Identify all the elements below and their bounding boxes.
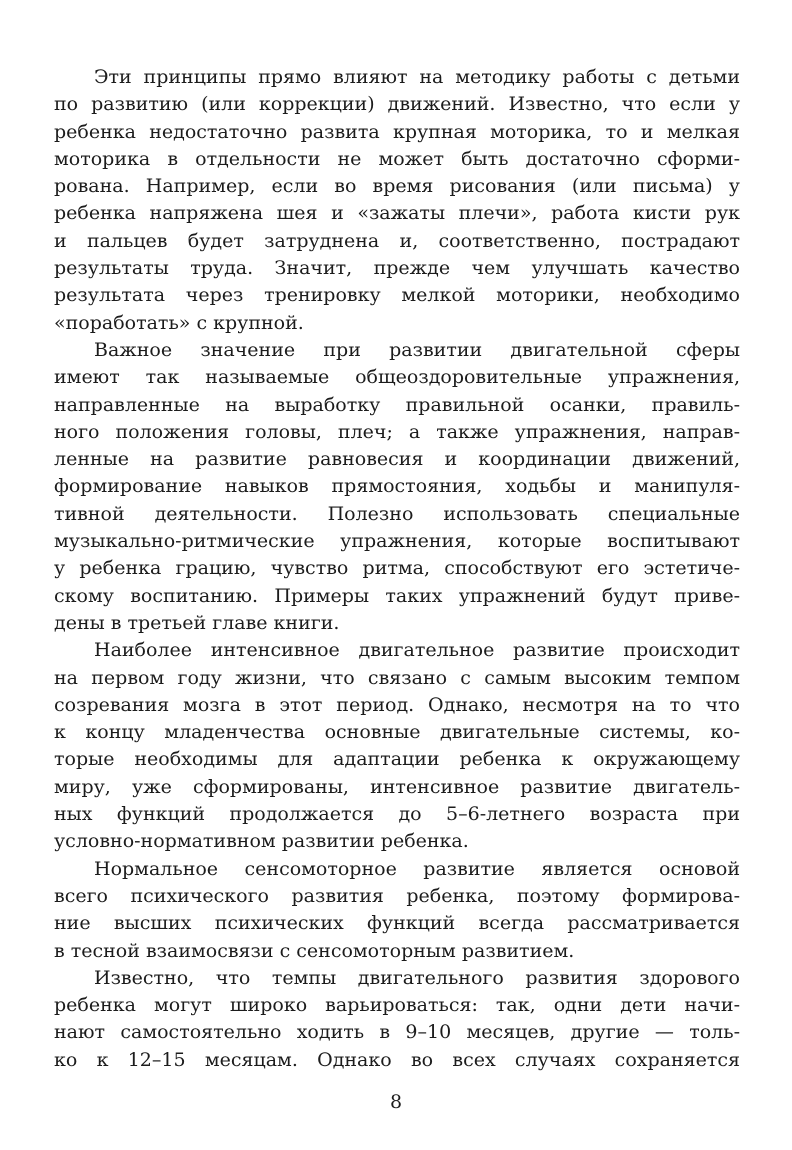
text-line: ко к 12–15 месяцам. Однако во всех случаях сохраняется [54,1048,740,1071]
text-line: Эти принципы прямо влияют на методику работы с детьми [94,66,740,88]
text-line: миру, уже сформированы, интенсивное развитие двигатель- [54,775,740,798]
paragraph [54,637,740,855]
text-line: нают самостоятельно ходить в 9–10 месяцев, другие — толь- [54,1021,740,1044]
text-line: всего психического развития ребенка, поэтому формирова- [54,884,740,907]
text-line: в тесной взаимосвязи с сенсомоторным развитием. [54,939,575,962]
text-line: торые необходимы для адаптации ребенка к окружающему [54,748,740,771]
text-line: тивной деятельности. Полезно использовать специальные [54,502,740,525]
text-line: по развитию (или коррекции) движений. Известно, что если у [54,93,740,116]
text-line: моторика в отдельности не может быть достаточно сформи- [54,147,740,170]
text-line: и пальцев будет затруднена и, соответственно, пострадают [54,229,740,252]
paragraph [54,856,740,965]
text-line: ние высших психических функций всегда рассматривается [54,912,740,935]
paragraph [54,965,740,1074]
text-line: Известно, что темпы двигательного развития здорового [94,966,740,989]
paragraph [54,337,740,637]
text-line: ного положения головы, плеч; а также упражнения, направ- [54,420,740,443]
text-line: у ребенка грацию, чувство ритма, способствуют его эстетиче- [54,557,740,580]
text-line: формирование навыков прямостояния, ходьбы и манипуля- [54,475,740,498]
text-line: рована. Например, если во время рисования (или письма) у [54,175,740,198]
page-number: 8 [389,1091,403,1113]
paragraph [54,64,740,337]
text-line: ребенка могут широко варьироваться: так, одни дети начи- [54,994,740,1017]
text-line: ленные на развитие равновесия и координации движений, [54,448,740,471]
text-line: результаты труда. Значит, прежде чем улучшать качество [54,257,740,280]
text-line: к концу младенчества основные двигательные системы, ко- [54,721,740,744]
text-line: «поработать» с крупной. [54,311,304,334]
text-line: Важное значение при развитии двигательной сферы [94,338,740,361]
text-line: дены в третьей главе книги. [54,611,340,634]
text-line: ребенка недостаточно развита крупная моторика, то и мелкая [54,120,740,143]
text-line: Нормальное сенсомоторное развитие является основой [94,857,740,880]
text-line: имеют так называемые общеоздоровительные упражнения, [54,366,740,389]
text-line: созревания мозга в этот период. Однако, несмотря на то что [54,693,740,716]
text-line: результата через тренировку мелкой моторики, необходимо [54,284,740,307]
text-line: музыкально-ритмические упражнения, которые воспитывают [54,530,740,553]
text-line: Наиболее интенсивное двигательное развитие происходит [94,639,740,662]
text-line: направленные на выработку правильной осанки, правиль- [54,393,740,416]
text-line: на первом году жизни, что связано с самым высоким темпом [54,666,740,689]
text-line: скому воспитанию. Примеры таких упражнений будут приве- [54,584,740,607]
text-line: ребенка напряжена шея и «зажаты плечи», работа кисти рук [54,202,740,225]
page-text-block [54,64,740,1071]
text-line: условно-нормативном развитии ребенка. [54,830,469,853]
text-line: ных функций продолжается до 5–6-летнего возраста при [54,803,740,826]
